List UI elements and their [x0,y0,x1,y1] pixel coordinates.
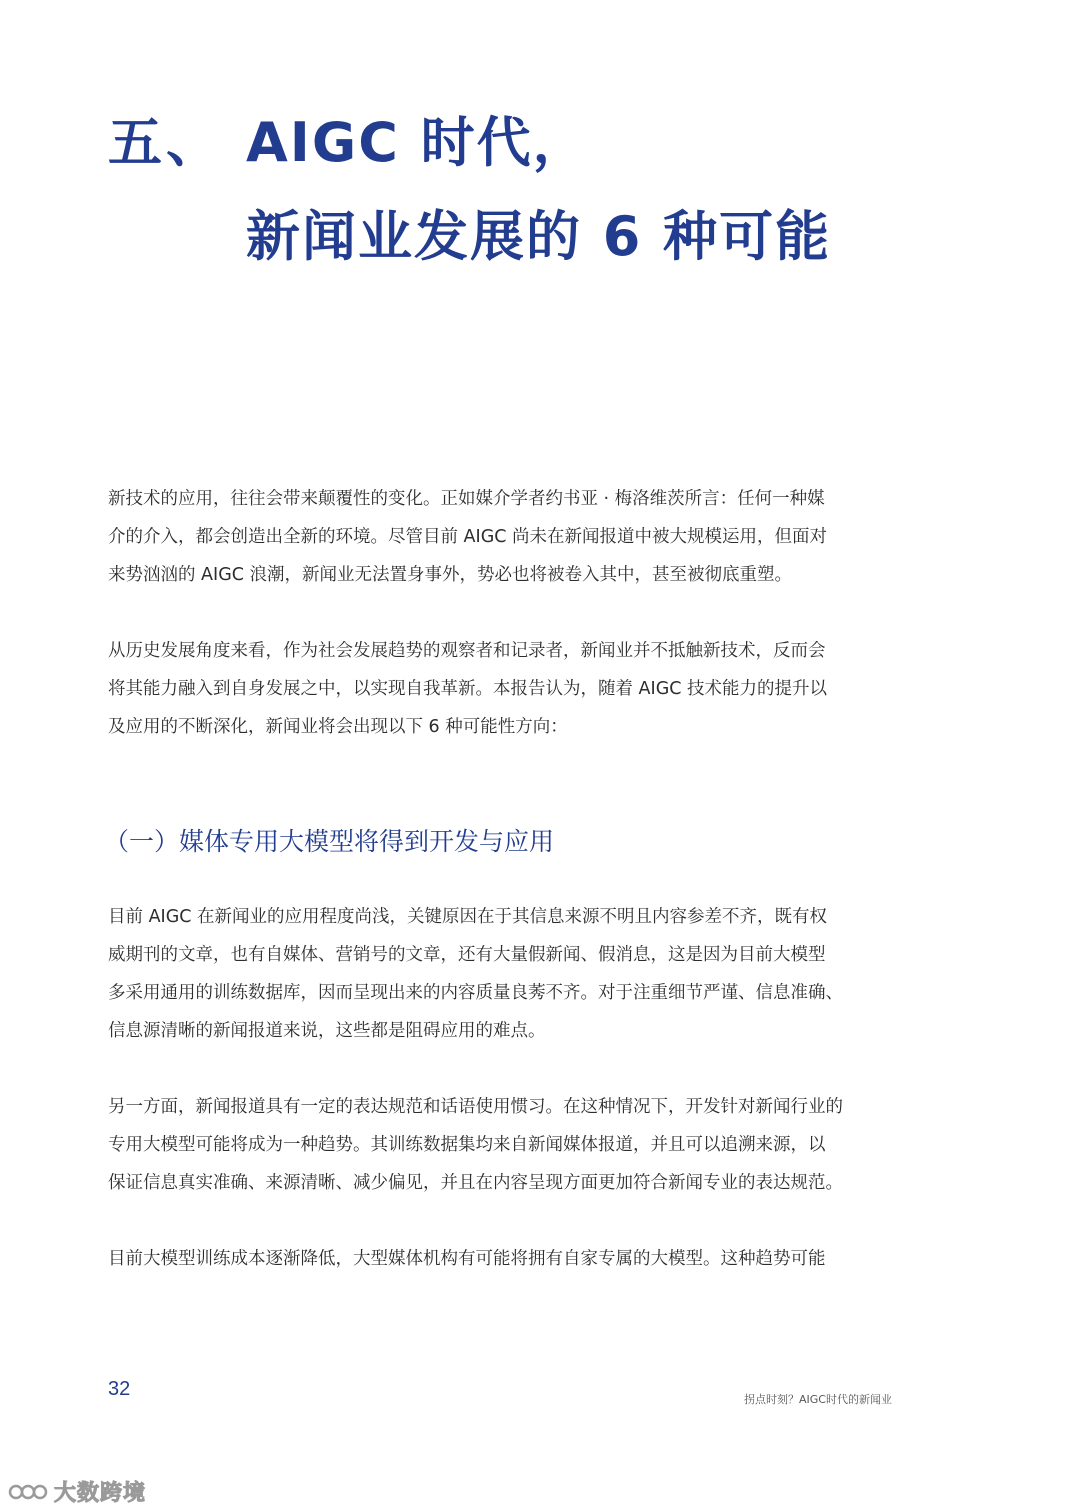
section-heading: （一）媒体专用大模型将得到开发与应用 [104,827,555,856]
section-paragraph-3 [108,1240,908,1278]
watermark-logo-icon [8,1479,48,1505]
intro-paragraph-1 [108,480,908,594]
section-paragraph-2 [108,1088,908,1202]
text-line: 信息源清晰的新闻报道来说，这些都是阻碍应用的难点。 [108,1021,546,1041]
text-line: 介的介入，都会创造出全新的环境。尽管目前 AIGC 尚未在新闻报道中被大规模运用，但面对 [108,527,828,547]
page-number: 32 [108,1378,131,1400]
text-line: 从历史发展角度来看，作为社会发展趋势的观察者和记录者，新闻业并不抵触新技术，反而会 [108,641,826,661]
footer-document-title: 拐点时刻？AIGC时代的新闻业 [744,1393,892,1406]
text-line: 将其能力融入到自身发展之中，以实现自我革新。本报告认为，随着 AIGC 技术能力的提升以 [108,679,828,699]
watermark [8,1476,146,1507]
watermark-text: 大数跨境 [54,1481,147,1506]
chapter-title-line-1: AIGC 时代， [246,111,589,174]
text-line: 及应用的不断深化，新闻业将会出现以下 6 种可能性方向： [108,717,568,737]
text-line: 另一方面，新闻报道具有一定的表达规范和话语使用惯习。在这种情况下，开发针对新闻行业的 [108,1097,843,1117]
text-line: 来势汹汹的 AIGC 浪潮，新闻业无法置身事外，势必也将被卷入其中，甚至被彻底重塑。 [108,565,793,585]
text-line: 新技术的应用，往往会带来颠覆性的变化。正如媒介学者约书亚 · 梅洛维茨所言：任何一种媒 [108,489,825,509]
section-paragraph-1 [108,898,908,1050]
text-line: 专用大模型可能将成为一种趋势。其训练数据集均来自新闻媒体报道，并且可以追溯来源，以 [108,1135,826,1155]
text-line: 保证信息真实准确、来源清晰、减少偏见，并且在内容呈现方面更加符合新闻专业的表达规范。 [108,1173,843,1193]
chapter-number: 五、 [108,111,224,174]
text-line: 目前大模型训练成本逐渐降低，大型媒体机构有可能将拥有自家专属的大模型。这种趋势可能 [108,1249,826,1269]
chapter-title-line-2: 新闻业发展的 6 种可能 [246,205,832,268]
text-line: 多采用通用的训练数据库，因而呈现出来的内容质量良莠不齐。对于注重细节严谨、信息准确、 [108,983,843,1003]
chapter-title [108,100,831,271]
text-line: 目前 AIGC 在新闻业的应用程度尚浅，关键原因在于其信息来源不明且内容参差不齐，既有权 [108,907,828,927]
text-line: 威期刊的文章，也有自媒体、营销号的文章，还有大量假新闻、假消息，这是因为目前大模型 [108,945,826,965]
intro-paragraph-2 [108,632,908,746]
